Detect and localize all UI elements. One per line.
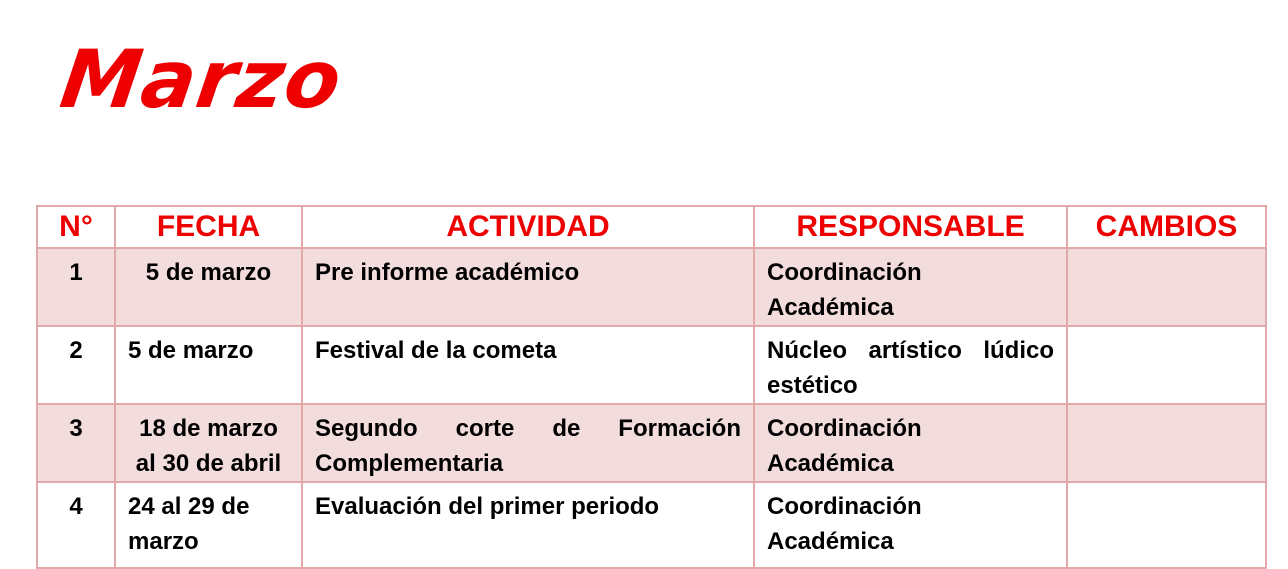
page-title: Marzo — [55, 33, 348, 126]
header-actividad: ACTIVIDAD — [302, 206, 754, 248]
row-responsable: Coordinación Académica — [754, 248, 1067, 326]
row-cambios — [1067, 404, 1266, 482]
row-responsable: Coordinación Académica — [754, 482, 1067, 568]
row-actividad: Evaluación del primer periodo — [302, 482, 754, 568]
header-responsable: RESPONSABLE — [754, 206, 1067, 248]
table-row — [37, 326, 1266, 404]
table-row — [37, 404, 1266, 482]
row-num: 4 — [37, 482, 115, 568]
row-responsable: Coordinación Académica — [754, 404, 1067, 482]
row-responsable: Núcleo artístico lúdico estético — [754, 326, 1067, 404]
header-num: N° — [37, 206, 115, 248]
table-row — [37, 482, 1266, 568]
row-fecha: 24 al 29 de marzo — [115, 482, 302, 568]
row-num: 3 — [37, 404, 115, 482]
row-fecha: 18 de marzo al 30 de abril — [115, 404, 302, 482]
row-actividad: Pre informe académico — [302, 248, 754, 326]
row-fecha: 5 de marzo — [115, 326, 302, 404]
header-row — [37, 206, 1266, 248]
row-num: 2 — [37, 326, 115, 404]
row-cambios — [1067, 248, 1266, 326]
header-cambios: CAMBIOS — [1067, 206, 1266, 248]
row-num: 1 — [37, 248, 115, 326]
row-actividad: Segundo corte de Formación Complementaria — [302, 404, 754, 482]
row-actividad: Festival de la cometa — [302, 326, 754, 404]
row-cambios — [1067, 326, 1266, 404]
header-fecha: FECHA — [115, 206, 302, 248]
schedule-table — [36, 205, 1267, 569]
row-cambios — [1067, 482, 1266, 568]
table-row — [37, 248, 1266, 326]
row-fecha: 5 de marzo — [115, 248, 302, 326]
